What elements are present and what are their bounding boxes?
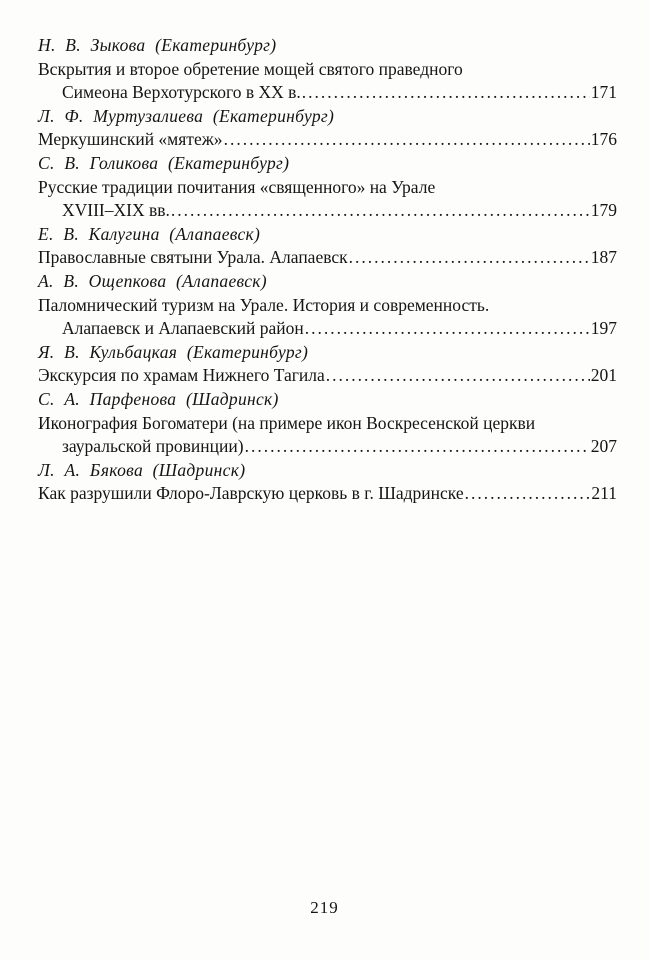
toc-entry bbox=[38, 223, 617, 270]
toc-entry bbox=[38, 388, 617, 459]
dot-leader bbox=[465, 482, 591, 506]
toc-entry bbox=[38, 270, 617, 341]
dot-leader bbox=[171, 199, 590, 223]
page-ref: 207 bbox=[590, 436, 617, 457]
table-of-contents bbox=[38, 34, 617, 506]
toc-leader-line bbox=[38, 81, 617, 105]
toc-author: Я. В. Кульбацкая (Екатеринбург) bbox=[38, 341, 309, 362]
toc-entry bbox=[38, 459, 617, 506]
dot-leader bbox=[305, 317, 590, 341]
toc-leader-line bbox=[38, 482, 617, 506]
toc-author: С. А. Парфенова (Шадринск) bbox=[38, 388, 279, 409]
toc-title-text: Как разрушили Флоро-Лаврскую церковь в г. Шадринске bbox=[38, 483, 464, 504]
toc-title-text: Симеона Верхотурского в XX в. bbox=[62, 82, 301, 103]
dot-leader bbox=[245, 435, 590, 459]
toc-entry bbox=[38, 34, 617, 105]
toc-author: Л. Ф. Муртузалиева (Екатеринбург) bbox=[38, 105, 335, 126]
toc-author: А. В. Ощепкова (Алапаевск) bbox=[38, 270, 267, 291]
toc-leader-line bbox=[38, 317, 617, 341]
page-ref: 179 bbox=[590, 200, 617, 221]
toc-author: С. В. Голикова (Екатеринбург) bbox=[38, 152, 290, 173]
toc-author: Е. В. Калугина (Алапаевск) bbox=[38, 223, 261, 244]
toc-title-text: Алапаевск и Алапаевский район bbox=[62, 318, 304, 339]
toc-title-line: Вскрытия и второе обретение мощей святого праведного bbox=[38, 58, 463, 79]
toc-leader-line bbox=[38, 435, 617, 459]
dot-leader bbox=[326, 364, 590, 388]
toc-title-line: Иконография Богоматери (на примере икон Воскресенской церкви bbox=[38, 412, 536, 433]
toc-entry bbox=[38, 105, 617, 152]
toc-title-text: зауральской провинции) bbox=[62, 436, 244, 457]
toc-author: Л. А. Бякова (Шадринск) bbox=[38, 459, 246, 480]
page-number: 219 bbox=[310, 898, 339, 917]
toc-title-text: Православные святыни Урала. Алапаевск bbox=[38, 247, 348, 268]
toc-entry bbox=[38, 341, 617, 388]
toc-leader-line bbox=[38, 246, 617, 270]
dot-leader bbox=[349, 246, 590, 270]
page-ref: 171 bbox=[590, 82, 617, 103]
toc-entry bbox=[38, 152, 617, 223]
page-ref: 176 bbox=[590, 129, 617, 150]
toc-title-text: XVIII–XIX вв. bbox=[62, 200, 170, 221]
toc-author: Н. В. Зыкова (Екатеринбург) bbox=[38, 35, 277, 55]
toc-leader-line bbox=[38, 364, 617, 388]
toc-title-line: Русские традиции почитания «священного» на Урале bbox=[38, 176, 436, 197]
toc-leader-line bbox=[38, 199, 617, 223]
page-ref: 201 bbox=[590, 365, 617, 386]
dot-leader bbox=[302, 81, 590, 105]
toc-title-text: Экскурсия по храмам Нижнего Тагила bbox=[38, 365, 325, 386]
page-ref: 197 bbox=[590, 318, 617, 339]
toc-title-line: Паломнический туризм на Урале. История и современность. bbox=[38, 294, 490, 315]
toc-leader-line bbox=[38, 128, 617, 152]
page-ref: 211 bbox=[591, 483, 617, 504]
toc-title-text: Меркушинский «мятеж» bbox=[38, 129, 223, 150]
dot-leader bbox=[224, 128, 590, 152]
page-ref: 187 bbox=[590, 247, 617, 268]
